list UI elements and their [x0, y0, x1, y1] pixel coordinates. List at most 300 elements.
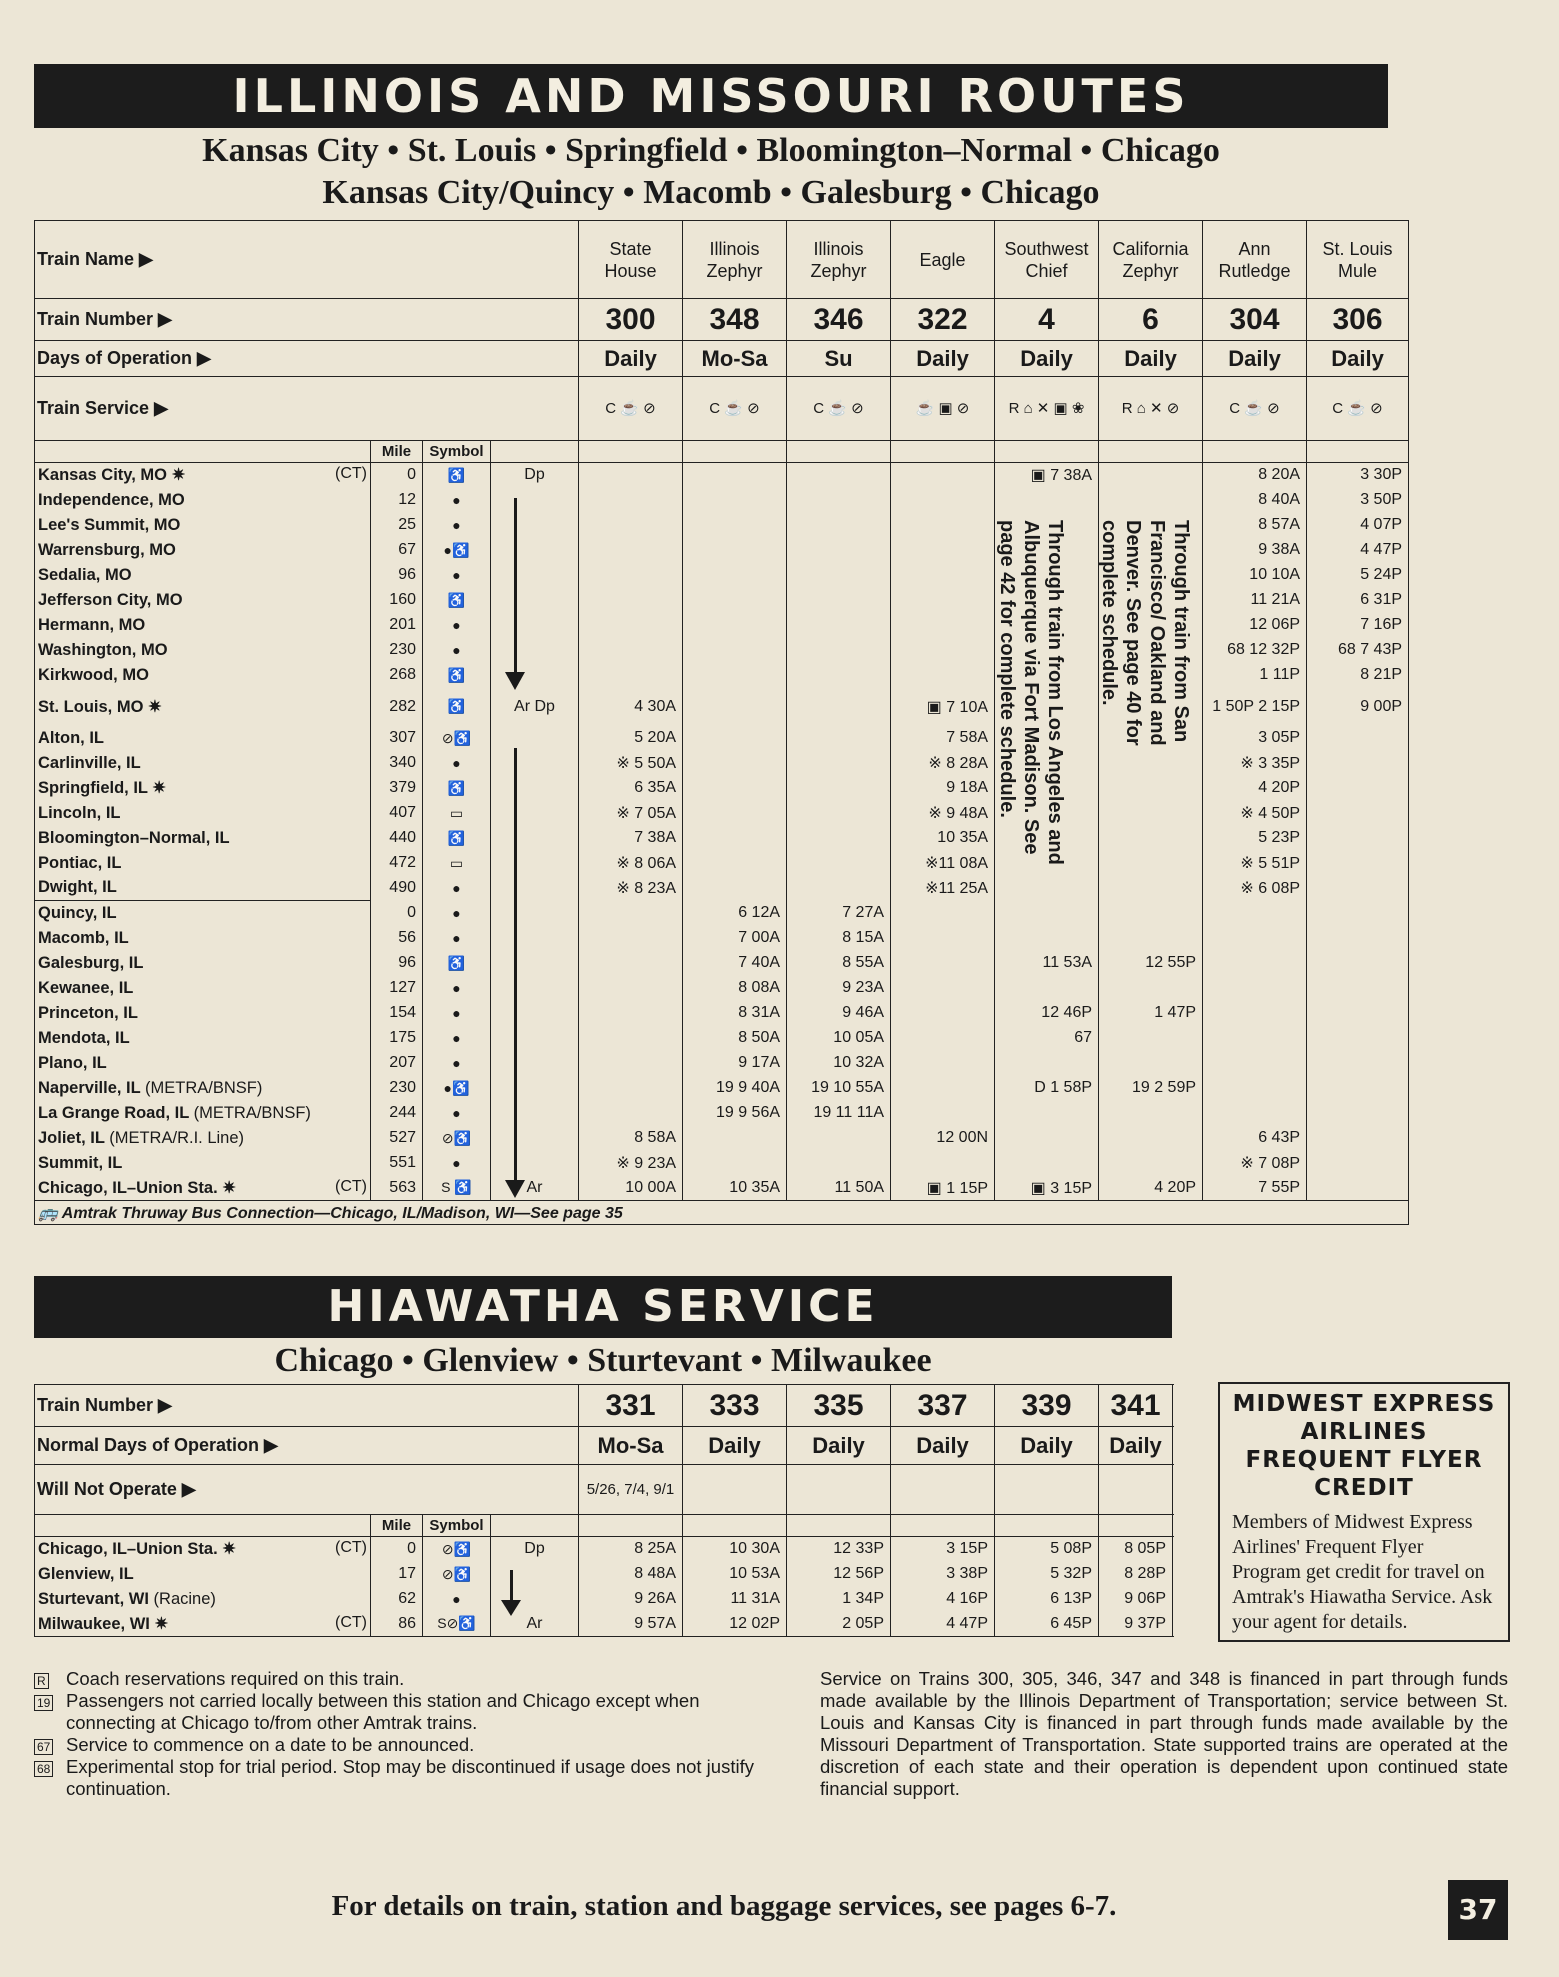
station-row [35, 1026, 1409, 1051]
station-symbol: ⊘♿ [423, 1126, 491, 1151]
station-row [35, 613, 1409, 638]
station-label: Kewanee, IL [38, 978, 134, 997]
time-cell: 6 31P [1307, 588, 1409, 613]
blank-col-head [787, 1515, 891, 1537]
station-symbol: ●♿ [423, 1076, 491, 1101]
time-cell: ※11 08A [891, 851, 995, 876]
time-cell [1307, 776, 1409, 801]
time-cell [683, 876, 787, 901]
time-cell: 9 17A [683, 1051, 787, 1076]
time-cell [787, 613, 891, 638]
time-cell [891, 1001, 995, 1026]
station-row [35, 588, 1409, 613]
time-cell [1099, 1101, 1203, 1126]
station-row [35, 776, 1409, 801]
dir-col-head [491, 1515, 579, 1537]
time-cell [1307, 1051, 1409, 1076]
direction-arrowhead-kc-stl [505, 672, 525, 690]
station-label: Glenview, IL [38, 1564, 134, 1583]
direction-label [491, 1151, 579, 1176]
time-cell: 4 30A [579, 688, 683, 726]
time-cell [683, 563, 787, 588]
hiawatha-number-label: Train Number ▶ [35, 1385, 579, 1427]
station-mile: 379 [371, 776, 423, 801]
days-label: Days of Operation ▶ [35, 341, 579, 377]
station-row [35, 538, 1409, 563]
time-cell: ※ 8 23A [579, 876, 683, 901]
station-mile: 67 [371, 538, 423, 563]
station-mile: 407 [371, 801, 423, 826]
time-cell: 6 43P [1203, 1126, 1307, 1151]
train-days: Daily [995, 341, 1099, 377]
time-cell [787, 826, 891, 851]
station-name [35, 726, 371, 751]
train-number-label-row [35, 299, 1409, 341]
station-mile: 551 [371, 1151, 423, 1176]
train-days: Mo-Sa [683, 341, 787, 377]
time-cell: 7 00A [683, 926, 787, 951]
time-cell [891, 1051, 995, 1076]
time-cell [579, 538, 683, 563]
time-cell [995, 1126, 1099, 1151]
service-label-row [35, 377, 1409, 441]
time-cell [787, 1151, 891, 1176]
time-cell: 4 20P [1099, 1176, 1203, 1201]
time-cell [1307, 1151, 1409, 1176]
station-symbol: ● [423, 1001, 491, 1026]
hiawatha-days-label: Normal Days of Operation ▶ [35, 1427, 579, 1465]
direction-label: Ar [491, 1612, 579, 1637]
time-cell: 8 15A [787, 926, 891, 951]
station-row [35, 926, 1409, 951]
station-mile: 96 [371, 563, 423, 588]
time-cell: ※11 25A [891, 876, 995, 901]
station-label: Quincy, IL [38, 903, 117, 922]
time-cell: 8 25A [579, 1537, 683, 1562]
station-note: (METRA/BNSF) [193, 1103, 311, 1122]
train-number: 346 [787, 299, 891, 341]
station-label: Milwaukee, WI ✷ [38, 1614, 169, 1633]
hiawatha-days: Daily [787, 1427, 891, 1465]
station-row [35, 1001, 1409, 1026]
station-name [35, 976, 371, 1001]
station-symbol: ● [423, 613, 491, 638]
station-label: Macomb, IL [38, 928, 129, 947]
mile-col-head: Mile [371, 1515, 423, 1537]
direction-label: Ar [491, 1176, 579, 1201]
footnote-key-box: 67 [34, 1739, 53, 1755]
time-cell [1203, 1051, 1307, 1076]
time-cell [1307, 1126, 1409, 1151]
station-mile: 230 [371, 638, 423, 663]
time-cell: ※ 5 50A [579, 751, 683, 776]
station-name [35, 876, 371, 901]
time-cell: ▣ 3 15P [995, 1176, 1099, 1201]
time-cell: 11 53A [995, 951, 1099, 976]
train-number: 348 [683, 299, 787, 341]
time-zone-label: (CT) [335, 1539, 367, 1557]
train-name: Ann Rutledge [1203, 221, 1307, 299]
station-row [35, 1051, 1409, 1076]
hiawatha-not_operate [995, 1465, 1099, 1515]
station-name [35, 951, 371, 976]
direction-label [491, 638, 579, 663]
blank-col-head [1203, 441, 1307, 463]
station-label: Kansas City, MO ✷ [38, 466, 186, 485]
blank-col-head [579, 441, 683, 463]
hiawatha-number: 333 [683, 1385, 787, 1427]
blank-col-head [1099, 441, 1203, 463]
time-cell: 4 47P [891, 1612, 995, 1637]
midwest-express-box [1218, 1382, 1510, 1642]
station-name [35, 613, 371, 638]
blank-col-head [579, 1515, 683, 1537]
time-cell: 9 46A [787, 1001, 891, 1026]
station-label: Galesburg, IL [38, 953, 144, 972]
time-cell [683, 776, 787, 801]
station-symbol: ♿ [423, 588, 491, 613]
station-mile: 230 [371, 1076, 423, 1101]
train-name: Eagle [891, 221, 995, 299]
time-cell: 3 15P [891, 1537, 995, 1562]
time-cell [787, 588, 891, 613]
time-cell [787, 463, 891, 488]
time-cell [891, 538, 995, 563]
station-name [35, 751, 371, 776]
time-cell: 9 23A [787, 976, 891, 1001]
time-cell [1307, 876, 1409, 901]
time-cell [579, 1101, 683, 1126]
station-name [35, 1051, 371, 1076]
dir-col-head [491, 441, 579, 463]
direction-label [491, 751, 579, 776]
time-cell: ※ 7 08P [1203, 1151, 1307, 1176]
station-symbol: ● [423, 488, 491, 513]
time-cell [891, 901, 995, 926]
time-cell [787, 776, 891, 801]
station-row [35, 1101, 1409, 1126]
time-cell: ※ 5 51P [1203, 851, 1307, 876]
time-cell: 68 12 32P [1203, 638, 1307, 663]
footnote-text: Service to commence on a date to be announced. [66, 1734, 475, 1755]
time-cell [1307, 926, 1409, 951]
hiawatha-number: 341 [1099, 1385, 1173, 1427]
time-cell: 8 28P [1099, 1562, 1173, 1587]
time-cell [1307, 901, 1409, 926]
station-name [35, 1151, 371, 1176]
time-cell: 11 21A [1203, 588, 1307, 613]
station-name [35, 1176, 371, 1201]
station-mile: 207 [371, 1051, 423, 1076]
direction-label: Ar Dp [491, 688, 579, 726]
train-name-label: Train Name ▶ [35, 221, 579, 299]
time-cell: ▣ 7 38A [995, 463, 1099, 488]
hiawatha-number: 335 [787, 1385, 891, 1427]
station-label: Carlinville, IL [38, 753, 141, 772]
station-name [35, 801, 371, 826]
station-row [35, 1176, 1409, 1201]
time-cell [1307, 1076, 1409, 1101]
time-cell [787, 663, 891, 688]
station-row [35, 726, 1409, 751]
station-name [35, 851, 371, 876]
blank-col-head [891, 441, 995, 463]
time-cell: 19 10 55A [787, 1076, 891, 1101]
station-symbol: ▭ [423, 801, 491, 826]
footnote-text: Experimental stop for trial period. Stop may be discontinued if usage does not justify continuation. [66, 1756, 754, 1799]
time-cell: 8 08A [683, 976, 787, 1001]
station-symbol: ● [423, 638, 491, 663]
time-cell: ※ 4 50P [1203, 801, 1307, 826]
services-reference-line: For details on train, station and baggage services, see pages 6-7. [331, 1890, 1117, 1922]
time-cell [1203, 1076, 1307, 1101]
time-cell [891, 1101, 995, 1126]
section-banner-hiawatha: HIAWATHA SERVICE [34, 1276, 1172, 1338]
direction-label [491, 1076, 579, 1101]
direction-label [491, 663, 579, 688]
time-cell [1203, 1001, 1307, 1026]
station-label: Lee's Summit, MO [38, 515, 181, 534]
time-cell [891, 1151, 995, 1176]
time-cell [787, 688, 891, 726]
train-name: Illinois Zephyr [683, 221, 787, 299]
train-service: C ☕ ⊘ [1203, 377, 1307, 441]
time-cell [787, 851, 891, 876]
station-mile: 307 [371, 726, 423, 751]
station-label: St. Louis, MO ✷ [38, 697, 162, 716]
station-mile: 268 [371, 663, 423, 688]
station-label: Mendota, IL [38, 1028, 130, 1047]
station-symbol: ●♿ [423, 538, 491, 563]
time-cell: 4 20P [1203, 776, 1307, 801]
time-cell [579, 488, 683, 513]
time-cell [787, 1126, 891, 1151]
hiawatha-not_operate [787, 1465, 891, 1515]
station-symbol: ● [423, 901, 491, 926]
time-cell: 19 9 56A [683, 1101, 787, 1126]
hiawatha-not_operate [891, 1465, 995, 1515]
station-name [35, 1101, 371, 1126]
train-service: C ☕ ⊘ [787, 377, 891, 441]
footnote-key [34, 1756, 66, 1800]
time-cell: 8 05P [1099, 1537, 1173, 1562]
time-cell: 8 40A [1203, 488, 1307, 513]
through-note-southwest-chief: Through train from Los Angeles and Albuquerque via Fort Madison. See page 42 for complete schedule. [996, 520, 1066, 865]
time-cell: ※ 8 06A [579, 851, 683, 876]
time-cell [891, 638, 995, 663]
time-cell: 3 38P [891, 1562, 995, 1587]
time-cell: 6 45P [995, 1612, 1099, 1637]
time-cell: 8 21P [1307, 663, 1409, 688]
station-label: Pontiac, IL [38, 853, 122, 872]
station-note: (METRA/BNSF) [145, 1078, 263, 1097]
time-cell: ※ 8 28A [891, 751, 995, 776]
time-cell [891, 663, 995, 688]
hiawatha-not_operate [1099, 1465, 1173, 1515]
time-cell: 7 55P [1203, 1176, 1307, 1201]
train-number: 322 [891, 299, 995, 341]
time-cell [683, 638, 787, 663]
station-mile: 127 [371, 976, 423, 1001]
time-cell: 8 48A [579, 1562, 683, 1587]
time-cell [891, 488, 995, 513]
station-symbol: ● [423, 926, 491, 951]
hiawatha-station-row [35, 1612, 1173, 1637]
time-cell: 11 50A [787, 1176, 891, 1201]
station-symbol: ● [423, 1051, 491, 1076]
time-cell: 5 23P [1203, 826, 1307, 851]
time-zone-label: (CT) [335, 465, 367, 483]
time-cell [579, 613, 683, 638]
footnote-key-box: 68 [34, 1761, 53, 1777]
direction-arrowhead-stl-chi [505, 1180, 525, 1198]
direction-label [491, 826, 579, 851]
train-service: R ⌂ ✕ ⊘ [1099, 377, 1203, 441]
station-name [35, 563, 371, 588]
time-cell [1203, 1101, 1307, 1126]
time-cell: 8 20A [1203, 463, 1307, 488]
station-label: Independence, MO [38, 490, 185, 509]
footnote-item [34, 1756, 764, 1800]
time-cell: 8 50A [683, 1026, 787, 1051]
station-row [35, 951, 1409, 976]
time-cell [787, 638, 891, 663]
time-cell: 68 7 43P [1307, 638, 1409, 663]
time-cell: D 1 58P [995, 1076, 1099, 1101]
direction-label [491, 1051, 579, 1076]
station-symbol: ● [423, 976, 491, 1001]
time-cell: 12 06P [1203, 613, 1307, 638]
station-col-head [35, 1515, 371, 1537]
time-cell [995, 1051, 1099, 1076]
time-cell: ※ 9 23A [579, 1151, 683, 1176]
time-cell [891, 513, 995, 538]
time-cell: 9 57A [579, 1612, 683, 1637]
symbol-col-head: Symbol [423, 1515, 491, 1537]
station-symbol: ▭ [423, 851, 491, 876]
time-cell: 5 24P [1307, 563, 1409, 588]
time-cell [891, 976, 995, 1001]
direction-label [491, 976, 579, 1001]
time-cell [1099, 1051, 1203, 1076]
direction-label [491, 951, 579, 976]
time-cell [683, 751, 787, 776]
station-label: Naperville, IL [38, 1078, 141, 1097]
route-subtitle-1: Kansas City • St. Louis • Springfield • Bloomington–Normal • Chicago [202, 132, 1220, 169]
time-cell: 9 38A [1203, 538, 1307, 563]
station-name [35, 1126, 371, 1151]
station-mile: 244 [371, 1101, 423, 1126]
station-mile: 12 [371, 488, 423, 513]
time-cell [1099, 488, 1203, 513]
hiawatha-not_operate [683, 1465, 787, 1515]
direction-label: Dp [491, 1537, 579, 1562]
station-row [35, 663, 1409, 688]
hiawatha-days: Daily [891, 1427, 995, 1465]
station-label: Chicago, IL–Union Sta. ✷ [38, 1178, 237, 1197]
mile-col-head: Mile [371, 441, 423, 463]
time-cell: ※ 3 35P [1203, 751, 1307, 776]
time-cell [683, 463, 787, 488]
station-row [35, 688, 1409, 726]
time-cell: ※ 6 08P [1203, 876, 1307, 901]
hiawatha-not-operate-label-row [35, 1465, 1173, 1515]
time-cell: 1 47P [1099, 1001, 1203, 1026]
train-name: State House [579, 221, 683, 299]
station-row [35, 1151, 1409, 1176]
station-name [35, 663, 371, 688]
time-cell: 10 10A [1203, 563, 1307, 588]
time-cell [579, 638, 683, 663]
hiawatha-station-row [35, 1587, 1173, 1612]
time-cell [683, 1151, 787, 1176]
bus-connection-note: 🚌 Amtrak Thruway Bus Connection—Chicago, IL/Madison, WI—See page 35 [35, 1201, 1409, 1225]
time-cell [579, 926, 683, 951]
time-cell [1099, 1126, 1203, 1151]
footnote-key-box: 19 [34, 1695, 53, 1711]
direction-arrow-stl-chi [514, 748, 517, 1188]
station-name [35, 1537, 371, 1562]
time-cell: 6 12A [683, 901, 787, 926]
footnote-key [34, 1734, 66, 1756]
station-row [35, 751, 1409, 776]
hiawatha-days-label-row [35, 1427, 1173, 1465]
time-cell [1307, 826, 1409, 851]
time-cell [891, 1026, 995, 1051]
time-cell [1099, 1151, 1203, 1176]
station-label: Plano, IL [38, 1053, 107, 1072]
time-zone-label: (CT) [335, 1613, 367, 1631]
direction-label [491, 613, 579, 638]
train-number: 4 [995, 299, 1099, 341]
blank-col-head [995, 1515, 1099, 1537]
station-col-head [35, 441, 371, 463]
train-days: Daily [1099, 341, 1203, 377]
train-service: R ⌂ ✕ ▣ ❀ [995, 377, 1099, 441]
time-cell [787, 513, 891, 538]
time-cell [1099, 926, 1203, 951]
station-name [35, 1001, 371, 1026]
direction-label [491, 538, 579, 563]
time-cell: 19 9 40A [683, 1076, 787, 1101]
footnote-key [34, 1690, 66, 1734]
station-row [35, 851, 1409, 876]
time-cell [1203, 1026, 1307, 1051]
train-number: 304 [1203, 299, 1307, 341]
time-cell: 10 53A [683, 1562, 787, 1587]
time-cell: 3 05P [1203, 726, 1307, 751]
station-name [35, 638, 371, 663]
station-mile: 175 [371, 1026, 423, 1051]
train-number: 6 [1099, 299, 1203, 341]
station-symbol: ● [423, 751, 491, 776]
hiawatha-number: 337 [891, 1385, 995, 1427]
route-subtitle-2: Kansas City/Quincy • Macomb • Galesburg • Chicago [322, 174, 1100, 211]
hiawatha-number: 339 [995, 1385, 1099, 1427]
midwest-express-title: MIDWEST EXPRESS AIRLINES FREQUENT FLYER CREDIT [1232, 1391, 1496, 1501]
time-cell [683, 663, 787, 688]
time-cell: 10 35A [683, 1176, 787, 1201]
station-label: Springfield, IL ✷ [38, 779, 167, 797]
blank-col-head [1099, 1515, 1173, 1537]
time-cell [579, 951, 683, 976]
station-row [35, 513, 1409, 538]
time-cell [787, 488, 891, 513]
train-name: Illinois Zephyr [787, 221, 891, 299]
station-symbol: ● [423, 513, 491, 538]
station-symbol: ⊘♿ [423, 1537, 491, 1562]
station-symbol: ⊘♿ [423, 1562, 491, 1587]
